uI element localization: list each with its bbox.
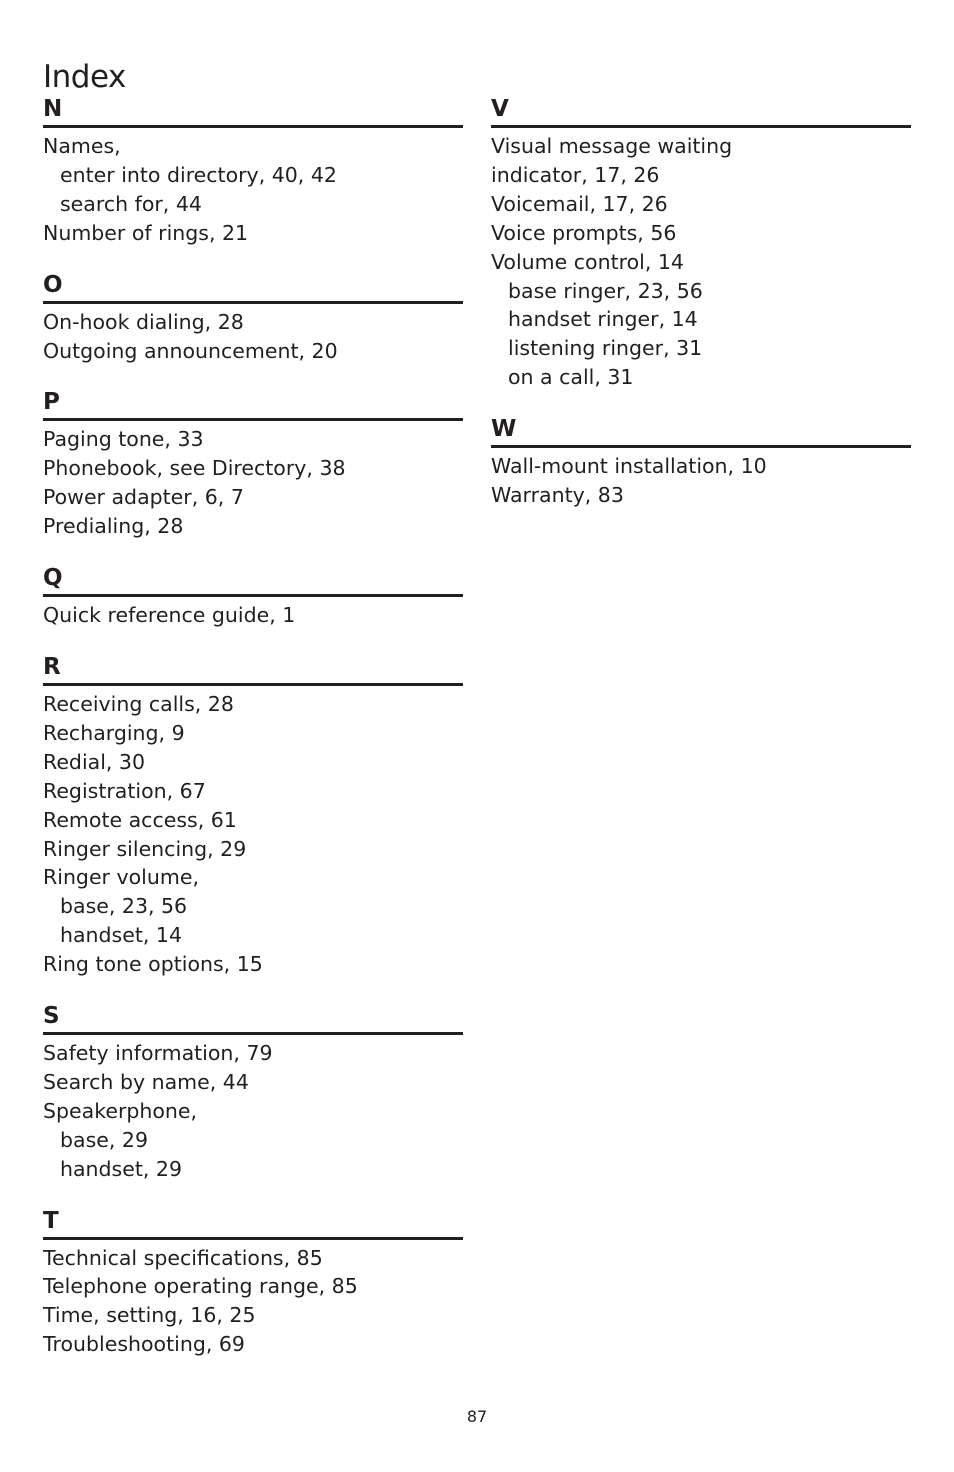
section-letter-heading: V xyxy=(491,94,911,128)
index-entry: Telephone operating range, 85 xyxy=(43,1274,358,1299)
index-section-s xyxy=(43,1001,463,1184)
index-entry: Outgoing announcement, 20 xyxy=(43,338,338,363)
section-letter-heading: T xyxy=(43,1206,463,1240)
index-subentry: handset ringer, 14 xyxy=(508,307,698,332)
index-section-t xyxy=(43,1206,463,1360)
index-entry: Names, xyxy=(43,134,121,158)
page-number: 87 xyxy=(466,1407,488,1426)
index-entry: Paging tone, 33 xyxy=(43,427,204,452)
section-letter-heading: N xyxy=(43,94,463,128)
section-letter-heading: O xyxy=(43,270,463,304)
index-entry: Quick reference guide, 1 xyxy=(43,603,296,628)
index-entry: Time, setting, 16, 25 xyxy=(43,1303,256,1328)
index-entry: Ring tone options, 15 xyxy=(43,952,263,977)
index-entry: Ringer silencing, 29 xyxy=(43,836,247,861)
index-section-v xyxy=(491,94,911,392)
index-entries xyxy=(491,452,911,510)
index-subentry: base, 29 xyxy=(60,1127,148,1152)
index-entry: Safety information, 79 xyxy=(43,1041,273,1066)
section-letter-heading: P xyxy=(43,387,463,421)
index-entry: Predialing, 28 xyxy=(43,514,184,539)
index-subentry: base ringer, 23, 56 xyxy=(508,278,703,303)
index-entries xyxy=(43,1039,463,1184)
index-entries xyxy=(43,601,463,630)
index-entry: indicator, 17, 26 xyxy=(491,162,660,187)
index-subentry: search for, 44 xyxy=(60,191,202,216)
index-subentry: base, 23, 56 xyxy=(60,894,188,919)
index-entry: Voicemail, 17, 26 xyxy=(491,191,668,216)
index-subentry: on a call, 31 xyxy=(508,365,634,390)
index-entry: Warranty, 83 xyxy=(491,483,624,508)
index-entries xyxy=(491,132,911,392)
index-entries xyxy=(43,1244,463,1360)
index-entries xyxy=(43,425,463,541)
index-entries xyxy=(43,308,463,366)
index-entry: Power adapter, 6, 7 xyxy=(43,485,244,510)
index-entry: Number of rings, 21 xyxy=(43,220,249,245)
index-entry: Wall-mount installation, 10 xyxy=(491,454,767,479)
section-letter-heading: R xyxy=(43,652,463,686)
index-entry: On-hook dialing, 28 xyxy=(43,309,244,334)
index-entry: Remote access, 61 xyxy=(43,807,237,832)
index-section-q xyxy=(43,563,463,630)
index-column-right xyxy=(491,94,911,532)
section-letter-heading: W xyxy=(491,414,911,448)
index-column-left xyxy=(43,94,463,1381)
index-entry: Volume control, 14 xyxy=(491,249,684,274)
index-entry: Visual message waiting xyxy=(491,134,733,158)
section-letter-heading: S xyxy=(43,1001,463,1035)
index-entry: Ringer volume, xyxy=(43,865,199,890)
index-entry: Speakerphone, xyxy=(43,1098,198,1123)
index-section-n xyxy=(43,94,463,248)
index-subentry: handset, 29 xyxy=(60,1156,183,1181)
index-entry: Troubleshooting, 69 xyxy=(43,1332,245,1357)
section-letter-heading: Q xyxy=(43,563,463,597)
index-section-r xyxy=(43,652,463,979)
index-entry: Search by name, 44 xyxy=(43,1069,249,1094)
index-entry: Voice prompts, 56 xyxy=(491,220,677,245)
index-entry: Recharging, 9 xyxy=(43,720,185,745)
index-subentry: enter into directory, 40, 42 xyxy=(60,162,337,187)
index-entry: Technical specifications, 85 xyxy=(43,1245,323,1270)
index-entry: Receiving calls, 28 xyxy=(43,691,234,716)
index-entry: Phonebook, see Directory, 38 xyxy=(43,456,346,481)
index-subentry: listening ringer, 31 xyxy=(508,336,703,361)
page-title: Index xyxy=(43,58,126,95)
index-section-p xyxy=(43,387,463,541)
index-entry: Registration, 67 xyxy=(43,778,206,803)
index-section-o xyxy=(43,270,463,366)
index-section-w xyxy=(491,414,911,510)
index-entries xyxy=(43,132,463,248)
index-entries xyxy=(43,690,463,979)
index-entry: Redial, 30 xyxy=(43,749,146,774)
index-subentry: handset, 14 xyxy=(60,923,183,948)
